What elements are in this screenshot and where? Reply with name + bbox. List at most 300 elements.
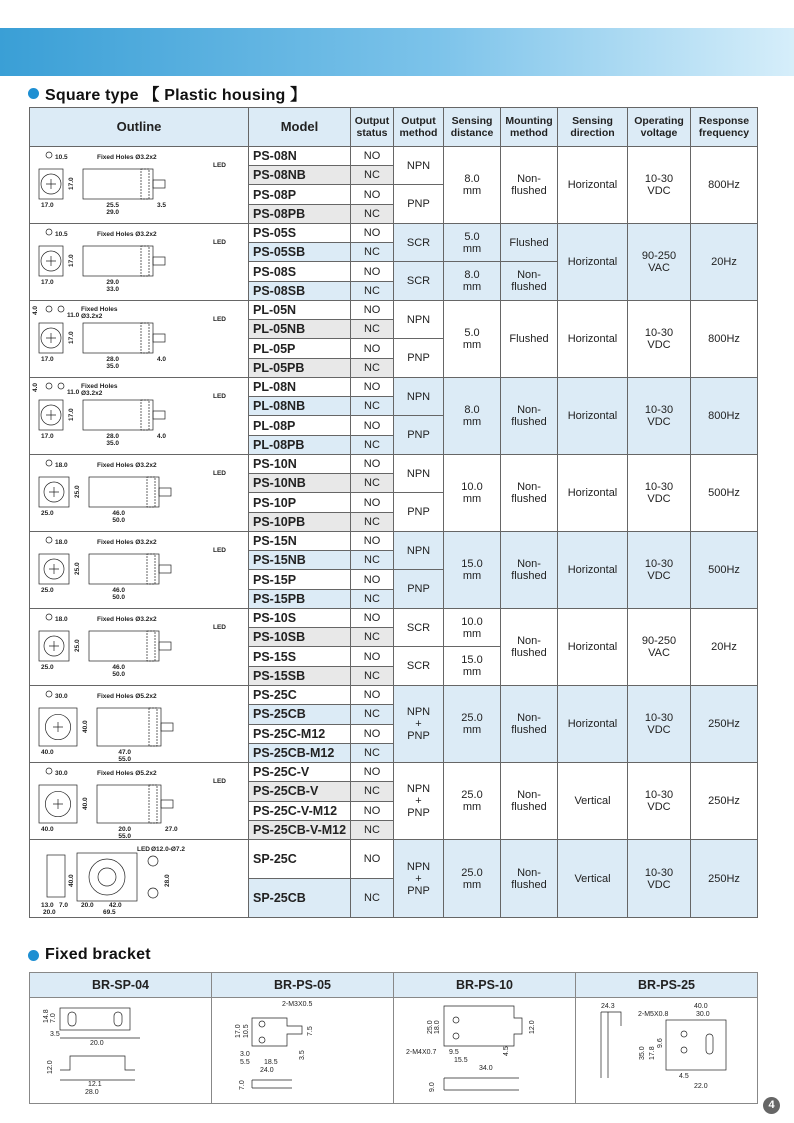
sensing-direction-cell: Horizontal — [558, 686, 628, 763]
output-status-cell: NC — [351, 590, 394, 609]
top-banner — [0, 28, 794, 76]
response-frequency-cell: 20Hz — [691, 224, 758, 301]
svg-text:7.5: 7.5 — [307, 1026, 314, 1036]
svg-text:17.0: 17.0 — [68, 331, 75, 344]
model-cell: PS-25CB-M12 — [249, 743, 351, 762]
sensing-distance-cell: 10.0 mm — [444, 609, 501, 647]
model-cell: PL-05PB — [249, 359, 351, 378]
model-cell: PS-25C-V — [249, 763, 351, 782]
section-title-square-type — [28, 82, 306, 105]
svg-text:27.0: 27.0 — [165, 826, 178, 833]
model-cell: PS-10S — [249, 609, 351, 628]
model-cell: PS-05SB — [249, 243, 351, 262]
output-status-cell: NO — [351, 378, 394, 397]
bracket-header: BR-PS-10 — [394, 973, 576, 998]
svg-text:Ø12.0-Ø7.2: Ø12.0-Ø7.2 — [151, 845, 185, 853]
svg-text:17.0: 17.0 — [41, 202, 54, 209]
svg-text:Ø3.2x2: Ø3.2x2 — [81, 313, 103, 320]
response-frequency-cell: 800Hz — [691, 147, 758, 224]
section-title-text: Fixed bracket — [45, 946, 151, 963]
svg-text:Fixed Holes: Fixed Holes — [81, 383, 118, 390]
mounting-method-cell: Non- flushed — [501, 147, 558, 224]
model-cell: PS-15SB — [249, 667, 351, 686]
output-method-cell: PNP — [394, 493, 444, 532]
svg-text:25.0: 25.0 — [41, 664, 54, 671]
operating-voltage-cell: 10-30 VDC — [628, 840, 691, 918]
svg-text:17.0: 17.0 — [41, 433, 54, 440]
operating-voltage-cell: 90-250 VAC — [628, 224, 691, 301]
bullet-icon — [28, 88, 39, 99]
model-cell: PS-15N — [249, 532, 351, 551]
output-status-cell: NO — [351, 840, 394, 879]
mounting-method-cell: Flushed — [501, 224, 558, 262]
mounting-method-cell: Non- flushed — [501, 262, 558, 301]
svg-text:Ø3.2x2: Ø3.2x2 — [81, 390, 103, 397]
svg-text:12.0: 12.0 — [529, 1020, 536, 1034]
output-status-cell: NC — [351, 820, 394, 839]
output-method-cell: SCR — [394, 224, 444, 262]
bracket-drawing-br-sp-04 — [30, 998, 212, 1104]
model-cell: PL-05P — [249, 339, 351, 359]
svg-text:Fixed Holes Ø3.2x2: Fixed Holes Ø3.2x2 — [97, 616, 157, 623]
header-sensing-distance: Sensing distance — [444, 108, 501, 147]
outline-drawing — [30, 532, 249, 609]
sensing-distance-cell: 25.0 mm — [444, 686, 501, 763]
output-status-cell: NO — [351, 570, 394, 590]
output-method-cell: NPN + PNP — [394, 686, 444, 763]
svg-text:10.5: 10.5 — [55, 154, 68, 161]
svg-text:40.0: 40.0 — [82, 797, 89, 810]
spec-row — [30, 455, 758, 474]
spec-row — [30, 147, 758, 166]
svg-text:4.0: 4.0 — [32, 305, 39, 315]
svg-text:Fixed Holes Ø3.2x2: Fixed Holes Ø3.2x2 — [97, 462, 157, 469]
model-cell: SP-25C — [249, 840, 351, 879]
svg-text:4.0: 4.0 — [157, 433, 167, 440]
outline-drawing — [30, 147, 249, 224]
svg-text:4.0: 4.0 — [157, 356, 167, 363]
svg-text:7.0: 7.0 — [239, 1080, 246, 1090]
model-cell: PL-08PB — [249, 436, 351, 455]
output-status-cell: NO — [351, 686, 394, 705]
response-frequency-cell: 800Hz — [691, 301, 758, 378]
sensing-direction-cell: Horizontal — [558, 532, 628, 609]
svg-text:29.0: 29.0 — [106, 209, 119, 216]
bracket-header: BR-SP-04 — [30, 973, 212, 998]
sensing-direction-cell: Horizontal — [558, 224, 628, 301]
model-cell: PS-25C — [249, 686, 351, 705]
model-cell: PL-08NB — [249, 397, 351, 416]
svg-text:69.5: 69.5 — [103, 908, 116, 916]
sensing-direction-cell: Horizontal — [558, 378, 628, 455]
svg-text:LED: LED — [213, 239, 226, 246]
model-cell: PS-08N — [249, 147, 351, 166]
sensing-direction-cell: Horizontal — [558, 609, 628, 686]
bracket-drawing-br-ps-25 — [576, 998, 758, 1104]
svg-text:22.0: 22.0 — [694, 1083, 708, 1090]
svg-text:40.0: 40.0 — [41, 749, 54, 756]
sensing-direction-cell: Horizontal — [558, 301, 628, 378]
model-cell: PS-15P — [249, 570, 351, 590]
sensing-distance-cell: 8.0 mm — [444, 378, 501, 455]
output-status-cell: NO — [351, 609, 394, 628]
operating-voltage-cell: 10-30 VDC — [628, 147, 691, 224]
operating-voltage-cell: 10-30 VDC — [628, 763, 691, 840]
model-cell: PS-25CB — [249, 705, 351, 724]
output-status-cell: NC — [351, 551, 394, 570]
svg-text:17.0: 17.0 — [68, 408, 75, 421]
mounting-method-cell: Non- flushed — [501, 455, 558, 532]
svg-text:18.0: 18.0 — [55, 462, 68, 469]
svg-text:Fixed Holes Ø5.2x2: Fixed Holes Ø5.2x2 — [97, 770, 157, 777]
svg-text:11.0: 11.0 — [67, 312, 80, 319]
svg-text:40.0: 40.0 — [41, 826, 54, 833]
mounting-method-cell: Flushed — [501, 301, 558, 378]
svg-text:17.0: 17.0 — [41, 356, 54, 363]
model-cell: PL-05NB — [249, 320, 351, 339]
outline-drawing — [30, 224, 249, 301]
output-method-cell: PNP — [394, 339, 444, 378]
svg-text:7.0: 7.0 — [59, 901, 69, 909]
output-method-cell: NPN — [394, 455, 444, 493]
svg-text:LED: LED — [213, 547, 226, 554]
sensing-distance-cell: 5.0 mm — [444, 224, 501, 262]
svg-text:LED: LED — [137, 845, 150, 853]
output-status-cell: NC — [351, 320, 394, 339]
mounting-method-cell: Non- flushed — [501, 840, 558, 918]
output-status-cell: NC — [351, 436, 394, 455]
outline-drawing — [30, 301, 249, 378]
output-status-cell: NO — [351, 493, 394, 513]
model-cell: PS-25CB-V-M12 — [249, 820, 351, 839]
svg-text:25.0: 25.0 — [427, 1020, 434, 1034]
svg-text:40.0: 40.0 — [82, 720, 89, 733]
header-model: Model — [249, 108, 351, 147]
svg-text:24.0: 24.0 — [260, 1067, 274, 1074]
mounting-method-cell: Non- flushed — [501, 686, 558, 763]
output-status-cell: NO — [351, 147, 394, 166]
output-status-cell: NC — [351, 667, 394, 686]
svg-text:28.0: 28.0 — [85, 1089, 99, 1096]
svg-text:9.6: 9.6 — [657, 1038, 664, 1048]
svg-text:24.3: 24.3 — [601, 1003, 615, 1010]
svg-text:17.0: 17.0 — [68, 254, 75, 267]
sensing-direction-cell: Horizontal — [558, 147, 628, 224]
mounting-method-cell: Non- flushed — [501, 763, 558, 840]
output-status-cell: NC — [351, 166, 394, 185]
svg-text:3.5: 3.5 — [157, 202, 167, 209]
sensing-distance-cell: 8.0 mm — [444, 262, 501, 301]
svg-text:12.0: 12.0 — [47, 1060, 54, 1074]
svg-text:18.5: 18.5 — [264, 1059, 278, 1066]
output-status-cell: NC — [351, 474, 394, 493]
section-title-fixed-bracket — [28, 946, 151, 964]
svg-text:LED: LED — [213, 393, 226, 400]
svg-text:46.0: 46.0 — [112, 510, 125, 517]
svg-text:17.0: 17.0 — [41, 279, 54, 286]
svg-text:13.0: 13.0 — [41, 901, 54, 909]
output-status-cell: NO — [351, 724, 394, 743]
svg-text:14.8: 14.8 — [43, 1009, 50, 1023]
svg-text:55.0: 55.0 — [118, 833, 131, 840]
svg-text:33.0: 33.0 — [106, 286, 119, 293]
svg-text:4.0: 4.0 — [32, 382, 39, 392]
svg-text:28.0: 28.0 — [106, 433, 119, 440]
header-output-method: Output method — [394, 108, 444, 147]
svg-text:2-M4X0.7: 2-M4X0.7 — [406, 1049, 437, 1056]
bullet-icon — [28, 950, 39, 961]
output-status-cell: NC — [351, 205, 394, 224]
output-status-cell: NC — [351, 879, 394, 918]
svg-text:10.5: 10.5 — [243, 1024, 250, 1038]
svg-text:3.0: 3.0 — [240, 1051, 250, 1058]
bracket-drawing-br-ps-05 — [212, 998, 394, 1104]
bracket-table — [29, 972, 758, 1104]
sensing-distance-cell: 15.0 mm — [444, 532, 501, 609]
model-cell: SP-25CB — [249, 879, 351, 918]
svg-text:LED: LED — [213, 162, 226, 169]
svg-text:20.0: 20.0 — [43, 908, 56, 916]
mounting-method-cell: Non- flushed — [501, 378, 558, 455]
svg-text:Fixed Holes Ø3.2x2: Fixed Holes Ø3.2x2 — [97, 154, 157, 161]
output-status-cell: NC — [351, 513, 394, 532]
model-cell: PS-08PB — [249, 205, 351, 224]
model-cell: PL-08N — [249, 378, 351, 397]
svg-text:20.0: 20.0 — [90, 1040, 104, 1047]
header-sensing-direction: Sensing direction — [558, 108, 628, 147]
svg-text:4.5: 4.5 — [679, 1073, 689, 1080]
svg-text:29.0: 29.0 — [106, 279, 119, 286]
outline-drawing — [30, 609, 249, 686]
svg-text:47.0: 47.0 — [118, 749, 131, 756]
svg-text:34.0: 34.0 — [479, 1065, 493, 1072]
svg-text:LED: LED — [213, 316, 226, 323]
svg-text:17.0: 17.0 — [68, 177, 75, 190]
svg-text:17.8: 17.8 — [649, 1046, 656, 1060]
output-status-cell: NC — [351, 782, 394, 801]
model-cell: PS-08SB — [249, 282, 351, 301]
svg-text:25.0: 25.0 — [74, 562, 81, 575]
svg-text:25.5: 25.5 — [106, 202, 119, 209]
model-cell: PS-10NB — [249, 474, 351, 493]
svg-text:2-M5X0.8: 2-M5X0.8 — [638, 1011, 669, 1018]
operating-voltage-cell: 10-30 VDC — [628, 532, 691, 609]
svg-text:28.0: 28.0 — [106, 356, 119, 363]
output-status-cell: NC — [351, 397, 394, 416]
svg-text:50.0: 50.0 — [112, 517, 125, 524]
mounting-method-cell: Non- flushed — [501, 532, 558, 609]
output-method-cell: PNP — [394, 185, 444, 224]
output-method-cell: NPN — [394, 532, 444, 570]
outline-drawing — [30, 686, 249, 763]
svg-text:30.0: 30.0 — [696, 1011, 710, 1018]
outline-drawing — [30, 378, 249, 455]
sensing-distance-cell: 8.0 mm — [444, 147, 501, 224]
svg-text:28.0: 28.0 — [164, 873, 171, 887]
spec-row — [30, 224, 758, 243]
header-response-frequency: Response frequency — [691, 108, 758, 147]
svg-text:Fixed Holes: Fixed Holes — [81, 306, 118, 313]
operating-voltage-cell: 10-30 VDC — [628, 301, 691, 378]
svg-text:50.0: 50.0 — [112, 671, 125, 678]
svg-text:25.0: 25.0 — [74, 639, 81, 652]
svg-text:40.0: 40.0 — [68, 873, 75, 887]
svg-text:17.0: 17.0 — [235, 1024, 242, 1038]
svg-text:35.0: 35.0 — [106, 363, 119, 370]
svg-text:5.5: 5.5 — [240, 1059, 250, 1066]
svg-text:50.0: 50.0 — [112, 594, 125, 601]
model-cell: PS-08P — [249, 185, 351, 205]
output-status-cell: NO — [351, 224, 394, 243]
output-status-cell: NO — [351, 185, 394, 205]
model-cell: PS-15PB — [249, 590, 351, 609]
model-cell: PS-10SB — [249, 628, 351, 647]
output-method-cell: PNP — [394, 416, 444, 455]
output-status-cell: NO — [351, 532, 394, 551]
output-method-cell: NPN — [394, 147, 444, 185]
response-frequency-cell: 500Hz — [691, 532, 758, 609]
svg-text:20.0: 20.0 — [118, 826, 131, 833]
header-mounting-method: Mounting method — [501, 108, 558, 147]
svg-text:25.0: 25.0 — [41, 510, 54, 517]
output-status-cell: NC — [351, 359, 394, 378]
response-frequency-cell: 250Hz — [691, 686, 758, 763]
svg-text:LED: LED — [213, 624, 226, 631]
spec-row — [30, 763, 758, 782]
svg-text:4.5: 4.5 — [503, 1046, 510, 1056]
page-number: 4 — [763, 1097, 780, 1114]
spec-row — [30, 686, 758, 705]
output-status-cell: NO — [351, 339, 394, 359]
svg-text:46.0: 46.0 — [112, 664, 125, 671]
outline-drawing — [30, 455, 249, 532]
model-cell: PS-25CB-V — [249, 782, 351, 801]
sensing-direction-cell: Vertical — [558, 763, 628, 840]
output-status-cell: NC — [351, 282, 394, 301]
output-method-cell: NPN + PNP — [394, 840, 444, 918]
svg-text:15.5: 15.5 — [454, 1057, 468, 1064]
svg-text:18.0: 18.0 — [55, 539, 68, 546]
svg-text:7.0: 7.0 — [50, 1013, 57, 1023]
model-cell: PS-15S — [249, 647, 351, 667]
output-method-cell: NPN — [394, 378, 444, 416]
sensing-distance-cell: 15.0 mm — [444, 647, 501, 686]
svg-text:25.0: 25.0 — [74, 485, 81, 498]
svg-text:10.5: 10.5 — [55, 231, 68, 238]
svg-text:LED: LED — [213, 470, 226, 477]
model-cell: PS-25C-M12 — [249, 724, 351, 743]
svg-text:Fixed Holes Ø5.2x2: Fixed Holes Ø5.2x2 — [97, 693, 157, 700]
sensing-direction-cell: Vertical — [558, 840, 628, 918]
output-status-cell: NO — [351, 763, 394, 782]
spec-row — [30, 609, 758, 628]
svg-text:30.0: 30.0 — [55, 693, 68, 700]
output-status-cell: NC — [351, 243, 394, 262]
svg-text:3.5: 3.5 — [299, 1050, 306, 1060]
output-status-cell: NC — [351, 705, 394, 724]
model-cell: PS-08S — [249, 262, 351, 282]
operating-voltage-cell: 90-250 VAC — [628, 609, 691, 686]
section-title-text: Square type 【 Plastic housing 】 — [45, 87, 307, 104]
output-status-cell: NO — [351, 262, 394, 282]
output-status-cell: NO — [351, 647, 394, 667]
svg-text:11.0: 11.0 — [67, 389, 80, 396]
response-frequency-cell: 250Hz — [691, 840, 758, 918]
svg-text:42.0: 42.0 — [109, 901, 122, 909]
model-cell: PL-05N — [249, 301, 351, 320]
svg-text:30.0: 30.0 — [55, 770, 68, 777]
model-cell: PS-10PB — [249, 513, 351, 532]
model-cell: PS-08NB — [249, 166, 351, 185]
output-status-cell: NC — [351, 628, 394, 647]
spec-row — [30, 840, 758, 879]
model-cell: PL-08P — [249, 416, 351, 436]
bracket-header: BR-PS-25 — [576, 973, 758, 998]
bracket-drawing-br-ps-10 — [394, 998, 576, 1104]
sensing-direction-cell: Horizontal — [558, 455, 628, 532]
output-status-cell: NO — [351, 455, 394, 474]
output-status-cell: NO — [351, 416, 394, 436]
spec-table — [29, 107, 758, 918]
svg-text:18.0: 18.0 — [434, 1020, 441, 1034]
spec-row — [30, 378, 758, 397]
outline-drawing — [30, 763, 249, 840]
svg-text:35.0: 35.0 — [639, 1046, 646, 1060]
sensing-distance-cell: 5.0 mm — [444, 301, 501, 378]
svg-text:3.5: 3.5 — [50, 1031, 60, 1038]
sensing-distance-cell: 10.0 mm — [444, 455, 501, 532]
model-cell: PS-10N — [249, 455, 351, 474]
svg-text:2-M3X0.5: 2-M3X0.5 — [282, 1001, 313, 1008]
svg-text:LED: LED — [213, 778, 226, 785]
model-cell: PS-05S — [249, 224, 351, 243]
outline-drawing — [30, 840, 249, 918]
header-output-status: Output status — [351, 108, 394, 147]
response-frequency-cell: 800Hz — [691, 378, 758, 455]
operating-voltage-cell: 10-30 VDC — [628, 686, 691, 763]
output-method-cell: NPN — [394, 301, 444, 339]
svg-text:20.0: 20.0 — [81, 901, 94, 909]
output-method-cell: SCR — [394, 262, 444, 301]
model-cell: PS-10P — [249, 493, 351, 513]
response-frequency-cell: 20Hz — [691, 609, 758, 686]
header-outline: Outline — [30, 108, 249, 147]
header-operating-voltage: Operating voltage — [628, 108, 691, 147]
spec-row — [30, 532, 758, 551]
svg-text:40.0: 40.0 — [694, 1003, 708, 1010]
output-method-cell: SCR — [394, 647, 444, 686]
model-cell: PS-15NB — [249, 551, 351, 570]
sensing-distance-cell: 25.0 mm — [444, 840, 501, 918]
model-cell: PS-25C-V-M12 — [249, 801, 351, 820]
svg-text:9.5: 9.5 — [449, 1049, 459, 1056]
svg-text:Fixed Holes Ø3.2x2: Fixed Holes Ø3.2x2 — [97, 539, 157, 546]
output-status-cell: NC — [351, 743, 394, 762]
operating-voltage-cell: 10-30 VDC — [628, 455, 691, 532]
svg-text:46.0: 46.0 — [112, 587, 125, 594]
bracket-header: BR-PS-05 — [212, 973, 394, 998]
spec-row — [30, 301, 758, 320]
output-status-cell: NO — [351, 801, 394, 820]
response-frequency-cell: 500Hz — [691, 455, 758, 532]
output-method-cell: NPN + PNP — [394, 763, 444, 840]
svg-text:55.0: 55.0 — [118, 756, 131, 763]
output-status-cell: NO — [351, 301, 394, 320]
svg-text:9.0: 9.0 — [429, 1082, 436, 1092]
output-method-cell: PNP — [394, 570, 444, 609]
output-method-cell: SCR — [394, 609, 444, 647]
response-frequency-cell: 250Hz — [691, 763, 758, 840]
